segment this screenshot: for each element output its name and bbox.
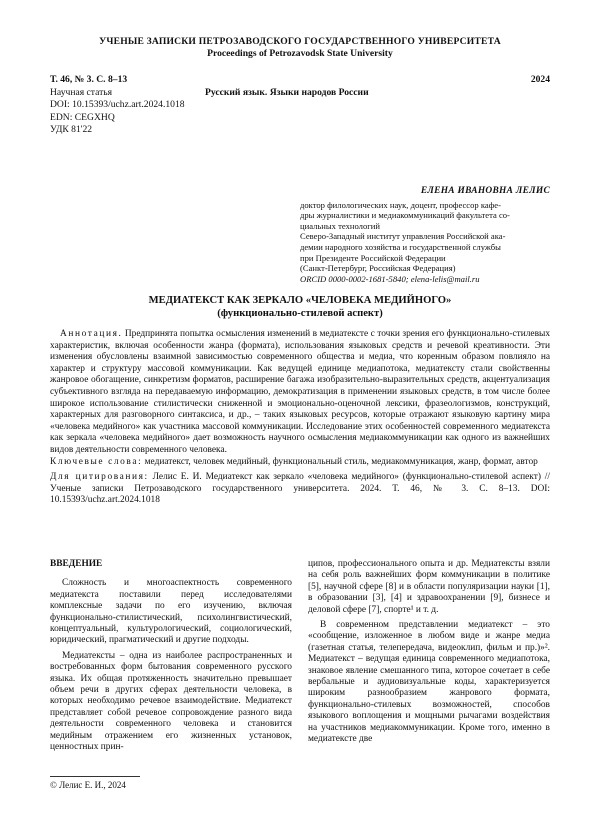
author-name: ЕЛЕНА ИВАНОВНА ЛЕЛИС — [420, 186, 550, 196]
article-meta — [50, 74, 550, 154]
author-line: доктор филологических наук, доцент, профессор кафе- — [300, 199, 501, 210]
abstract-label: Аннотация. — [60, 329, 123, 339]
author-line: демии народного хозяйства и государственной службы — [300, 241, 501, 252]
section-title: Русский язык. Языки народов России — [205, 86, 369, 98]
body-column-right — [308, 559, 550, 750]
edn: EDN: CEGXHQ — [50, 111, 115, 123]
article-title — [50, 294, 550, 320]
udk: УДК 81'22 — [50, 124, 93, 136]
author-line: Северо-Западный институт управления Российской ака- — [300, 231, 506, 242]
title-main: МЕДИАТЕКСТ КАК ЗЕРКАЛО «ЧЕЛОВЕКА МЕДИЙНОГО» — [148, 295, 452, 306]
copyright: © Лелис Е. И., 2024 — [50, 780, 126, 790]
journal-title-ru: УЧЕНЫЕ ЗАПИСКИ ПЕТРОЗАВОДСКОГО ГОСУДАРСТВЕННОГО УНИВЕРСИТЕТА — [99, 36, 501, 47]
author-line: дры журналистики и медиакоммуникаций факультета со- — [300, 210, 510, 221]
journal-title-en: Proceedings of Petrozavodsk State University — [207, 48, 393, 59]
keywords-label: Ключевые слова: — [50, 456, 143, 467]
keywords — [50, 457, 550, 469]
title-sub: (функционально-стилевой аспект) — [217, 308, 383, 319]
abstract — [50, 329, 550, 457]
abstract-text: Предпринята попытка осмысления изменений в медиатексте с точки зрения его функционально-стилевых характеристик, включая особенности жанра (формата), использования языковых средств и речевой креативности. Эти изменения обусловлены взаимной зависимостью современного общества и медиа, что коренным образом повлияло на характер и структуру массовой коммуникации. Как ведущей единице медиапотока, медиатексту стали свойственны жанровое обогащение, синкретизм форматов, расширение багажа изобразительно-выразительных средств, акцентуализация субъективного взгляда на передаваемую информацию, демократизация в применении языковых средств, в том числе более широкое использование стилистически сниженной и эмоционально-оценочной лексики, фразеологизмов, конструкций, характерных для разговорного синтаксиса, и др., – таких языковых ресурсов, которые отражают языковую картину мира «человека медийного» как участника массовой коммуникации. Исследование этих особенностей современного медиатекста как зеркала «человека медийного» дает возможность научного осмысления медиакоммуникации как одного из важнейших видов деятельности современного человека. — [50, 329, 551, 455]
author-line: циальных технологий — [300, 220, 380, 231]
doi: DOI: 10.15393/uchz.art.2024.1018 — [50, 99, 185, 111]
author-line: при Президенте Российской Федерации — [300, 252, 446, 263]
year: 2024 — [530, 74, 550, 85]
body-column-left — [50, 559, 292, 758]
section-heading: ВВЕДЕНИЕ — [50, 559, 103, 569]
citation-text: Лелис Е. И. Медиатекст как зеркало «человека медийного» (функционально-стилевой аспект) // Ученые записки Петрозаводского государственного университета. 2024. Т. 46, № 3. С. 8–13. DOI: 10.15393/uchz.art.2024.1018 — [50, 472, 550, 506]
keywords-text: медиатекст, человек медийный, функциональный стиль, медиакоммуникация, жанр, формат, автор — [144, 456, 538, 467]
citation-label: Для цитирования: — [50, 472, 149, 483]
author-line: (Санкт-Петербург, Российская Федерация) — [300, 263, 456, 274]
article-page — [50, 36, 551, 790]
body-paragraph: Сложность и многоаспектность современного медиатекста поставили перед исследователями комплексные задачи по его изучению, включая функционально-стилистический, психолингвистический, концептуальный, культурологический, социологический, юридический, прагматический и другие подходы. — [50, 578, 292, 646]
volume-info: Т. 46, № 3. С. 8–13 — [50, 74, 128, 85]
citation — [50, 472, 550, 507]
body-paragraph: В современном представлении медиатекст – это «сообщение, изложенное в любом виде и жанре медиа (газетная статья, телепередача, видеоклип, фильм и пр.)»². Медиатекст – ведущая единица современного медиапотока, знаковое явление смешанного типа, которое сочетает в себе вербальные и аудиовизуальные коды, характеризуется широким разнообразием жанрового формата, функционально-стилевых возможностей, способов языкового воплощения и мощными рычагами воздействия на участников медиакоммуникации. Кроме того, именно в медиатексте две — [308, 620, 550, 745]
abstract-block — [50, 329, 550, 507]
author-orcid: ORCID 0000-0002-1681-5840; elena-lelis@mail.ru — [300, 273, 480, 284]
author-block — [300, 186, 550, 284]
body-paragraph: Медиатексты – одна из наиболее распространенных и востребованных форм бытования современного русского языка. Их общая протяженность значительно превышает объем речи в других сферах деятельности человека, в которых необходимо речевое взаимодействие. Медиатекст представляет собой речевое сопровождение разного вида деятельности современного человека и становится медийным отражением его жизненных установок, ценностных прин- — [50, 650, 292, 753]
body-paragraph-continued: ципов, профессионального опыта и др. Медиатексты взяли на себя роль важнейших форм коммуникации в политике [5], научной сфере [8] и в области популяризации науки [1], в образовании [3], [4] и здравоохранении [9], бизнесе и деловой сфере [7], спорте¹ и т. д. — [308, 559, 550, 615]
footnote-divider — [50, 776, 140, 777]
article-type: Научная статья — [50, 86, 113, 98]
